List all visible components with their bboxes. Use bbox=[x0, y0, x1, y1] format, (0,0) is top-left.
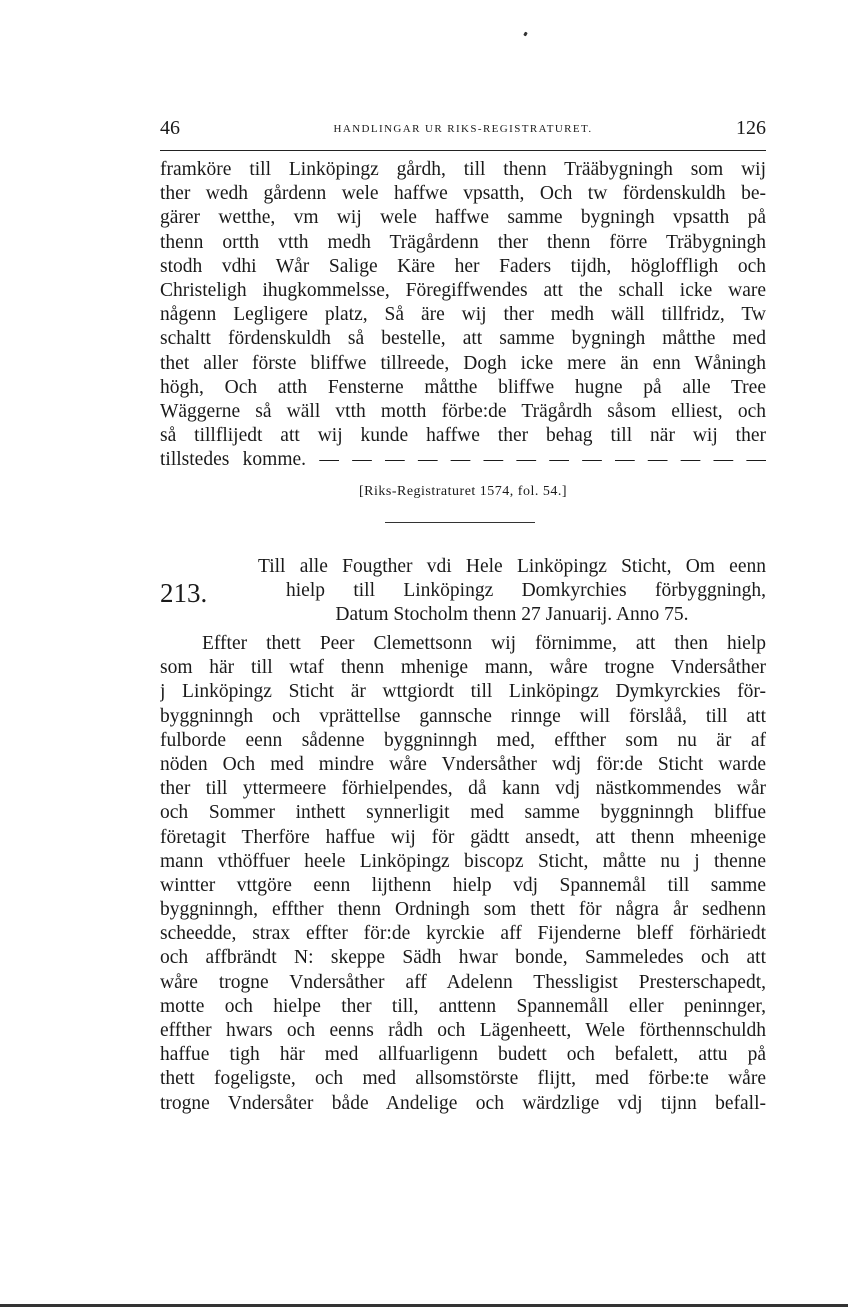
text-line: och Sommer inthett synnerligit med samme byggninngh bliffue bbox=[160, 802, 766, 824]
text-line: thenn ortth vtth medh Trägårdenn ther thenn förre Träbygningh bbox=[160, 231, 766, 253]
scan-speck bbox=[523, 32, 528, 37]
text-line: högh, Och atth Fensterne måtthe bliffwe hugne på alle Tree bbox=[160, 376, 766, 398]
text-line: effther hwars och eenns rådh och Lägenheett, Wele förthennschuldh bbox=[160, 1020, 766, 1041]
page-number-left: 46 bbox=[160, 117, 180, 139]
document-heading bbox=[258, 555, 766, 628]
text-line: byggninngh och vprättellse gannsche rinnge will förslåå, till att bbox=[160, 705, 766, 727]
source-citation: [Riks-Registraturet 1574, fol. 54.] bbox=[358, 484, 568, 499]
text-line: ther till yttermeere förhielpendes, då kann vdj nästkommendes wår bbox=[160, 778, 766, 800]
text-line: nöden Och med mindre wåre Vndersåther wdj för:de Sticht warde bbox=[160, 753, 766, 775]
page-header bbox=[160, 117, 766, 145]
text-line: framköre till Linköpingz gårdh, till thenn Trääbygningh som wij bbox=[160, 159, 766, 180]
section-divider bbox=[385, 522, 535, 523]
text-line: tillstedes komme. — — — — — — — — — — — — — — bbox=[160, 449, 766, 471]
text-line: gärer wetthe, vm wij wele haffwe samme bygningh vpsatth på bbox=[160, 207, 766, 229]
text-line: Christeligh ihugkommelsse, Föregiffwendes att the schall icke ware bbox=[160, 279, 766, 301]
text-line: thett fogeligste, och med allsomstörste flijtt, med förbe:te wåre bbox=[160, 1068, 766, 1090]
text-line: fulborde eenn sådenne byggninngh med, effther som nu är af bbox=[160, 729, 766, 751]
page-number-right: 126 bbox=[736, 117, 766, 139]
text-line: någenn Legligere platz, Så äre wij ther medh wäll tillfridz, Tw bbox=[160, 304, 766, 326]
text-line: wåre trogne Vndersåther aff Adelenn Thessligist Presterschapedt, bbox=[160, 971, 766, 993]
text-line: så tillflijedt att wij kunde haffwe ther behag till när wij ther bbox=[160, 425, 766, 447]
paragraph-1 bbox=[160, 158, 766, 472]
text-line: j Linköpingz Sticht är wttgiordt till Linköpingz Dymkyrckies för- bbox=[160, 681, 766, 703]
heading-line: Datum Stocholm thenn 27 Januarij. Anno 75. bbox=[335, 604, 689, 626]
document-number: 213. bbox=[160, 578, 208, 608]
header-rule bbox=[160, 150, 766, 151]
text-line: och affbrändt N: skeppe Sädh hwar bonde, Sammeledes och att bbox=[160, 947, 766, 969]
text-line: företagit Therföre haffue wij för gädtt ansedt, att thenn mheenige bbox=[160, 826, 766, 848]
paragraph-2 bbox=[160, 632, 766, 1116]
text-line: thet aller förste bliffwe tillreede, Dogh icke mere än enn Wåningh bbox=[160, 352, 766, 374]
scan-bottom-edge bbox=[0, 1304, 848, 1307]
text-line: Effter thett Peer Clemettsonn wij förnimme, att then hielp bbox=[202, 633, 766, 654]
text-line: ther wedh gårdenn wele haffwe vpsatth, Och tw fördenskuldh be- bbox=[160, 183, 766, 205]
text-line: Wäggerne så wäll vtth motth förbe:de Trägårdh såsom elliest, och bbox=[160, 400, 766, 422]
text-line: motte och hielpe ther till, anttenn Spannemåll eller peninnger, bbox=[160, 995, 766, 1017]
text-line: schaltt fördenskuldh så bestelle, att samme bygningh måtthe med bbox=[160, 328, 766, 350]
text-line: trogne Vndersåter både Andelige och wärdzlige vdj tijnn befall- bbox=[160, 1092, 766, 1114]
running-title: HANDLINGAR UR RIKS-REGISTRATURET. bbox=[333, 123, 593, 135]
text-line: stodh vdhi Wår Salige Käre her Faders tijdh, högloffligh och bbox=[160, 255, 766, 277]
heading-line: Till alle Fougther vdi Hele Linköpingz Sticht, Om eenn bbox=[258, 556, 766, 577]
text-line: som här till wtaf thenn mhenige mann, wåre trogne Vndersåther bbox=[160, 657, 766, 679]
heading-line: hielp till Linköpingz Domkyrchies förbyggningh, bbox=[286, 580, 766, 602]
text-line: scheedde, strax effter för:de kyrckie aff Fijenderne bleff förhäriedt bbox=[160, 923, 766, 945]
text-line: byggninngh, effther thenn Ordningh som thett för några år sedhenn bbox=[160, 899, 766, 921]
text-line: wintter vttgöre eenn lijthenn hielp vdj Spannemål till samme bbox=[160, 874, 766, 896]
text-line: mann vthöffuer heele Linköpingz biscopz Sticht, måtte nu j thenne bbox=[160, 850, 766, 872]
text-line: haffue tigh här med allfuarligenn budett och befalett, attu på bbox=[160, 1044, 766, 1066]
